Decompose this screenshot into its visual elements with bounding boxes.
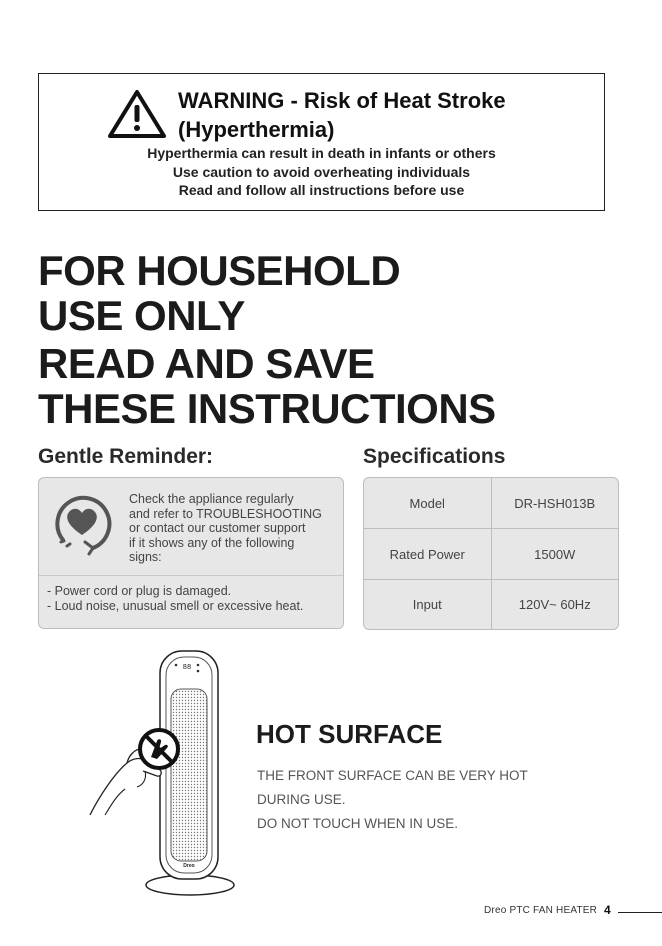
hot-surface-text — [257, 764, 528, 836]
reminder-card — [38, 477, 344, 629]
hot-surface-line: DO NOT TOUCH WHEN IN USE. — [257, 816, 459, 831]
warning-title-line-1: WARNING - Risk of Heat Stroke — [178, 88, 506, 113]
reminder-signs-list — [47, 584, 303, 613]
spec-value: DR-HSH013B — [514, 495, 596, 511]
heater-illustration — [85, 645, 245, 900]
spec-row-input — [364, 580, 618, 629]
footer-label: Dreo PTC FAN HEATER — [484, 905, 598, 916]
page-number: 4 — [604, 903, 611, 917]
household-heading-line-1: FOR HOUSEHOLD — [38, 247, 401, 294]
reminder-body-line: signs: — [129, 550, 162, 564]
household-heading-line-2: USE ONLY — [38, 292, 245, 339]
reminder-body-line: if it shows any of the following — [129, 535, 295, 550]
spec-label: Rated Power — [364, 529, 492, 579]
reminder-body-line: or contact our customer support — [129, 521, 306, 535]
spec-value: 1500W — [534, 546, 576, 562]
spec-label: Model — [364, 478, 492, 528]
specifications-table — [363, 477, 619, 630]
heater-brand-text: Dreo — [183, 863, 195, 869]
reminder-sign-item: - Power cord or plug is damaged. — [47, 584, 232, 598]
warning-title-line-2: (Hyperthermia) — [178, 117, 335, 142]
warning-title — [178, 86, 506, 144]
spec-label: Input — [364, 580, 492, 629]
spec-row-power — [364, 529, 618, 579]
heart-refresh-icon — [49, 488, 115, 556]
hot-surface-line: THE FRONT SURFACE CAN BE VERY HOT — [257, 768, 528, 783]
reminder-body-line: and refer to TROUBLESHOOTING — [129, 506, 322, 521]
hot-surface-line: DURING USE. — [257, 792, 346, 807]
heater-display-text: 88 — [182, 664, 192, 672]
hot-surface-title: HOT SURFACE — [256, 719, 443, 749]
reminder-body-line: Check the appliance regularly — [129, 492, 294, 506]
read-save-heading — [38, 341, 496, 431]
no-touch-icon — [140, 730, 178, 768]
spec-value: 120V~ 60Hz — [518, 597, 591, 612]
warning-line: Use caution to avoid overheating individuals — [172, 163, 471, 180]
read-save-heading-line-2: THESE INSTRUCTIONS — [38, 385, 496, 432]
household-heading — [38, 248, 400, 338]
spec-row-model — [364, 478, 618, 528]
warning-line: Hyperthermia can result in death in infants or others — [147, 145, 496, 161]
reminder-body — [129, 492, 339, 565]
read-save-heading-line-1: READ AND SAVE — [38, 340, 375, 387]
warning-line: Read and follow all instructions before use — [178, 182, 465, 198]
reminder-sign-item: - Loud noise, unusual smell or excessive heat. — [47, 598, 304, 613]
gentle-reminder-title: Gentle Reminder: — [38, 445, 214, 468]
warning-triangle-icon — [106, 88, 168, 140]
reminder-divider — [39, 575, 343, 576]
warning-message — [38, 144, 605, 200]
specifications-title: Specifications — [363, 445, 506, 468]
footer-rule — [618, 912, 662, 913]
